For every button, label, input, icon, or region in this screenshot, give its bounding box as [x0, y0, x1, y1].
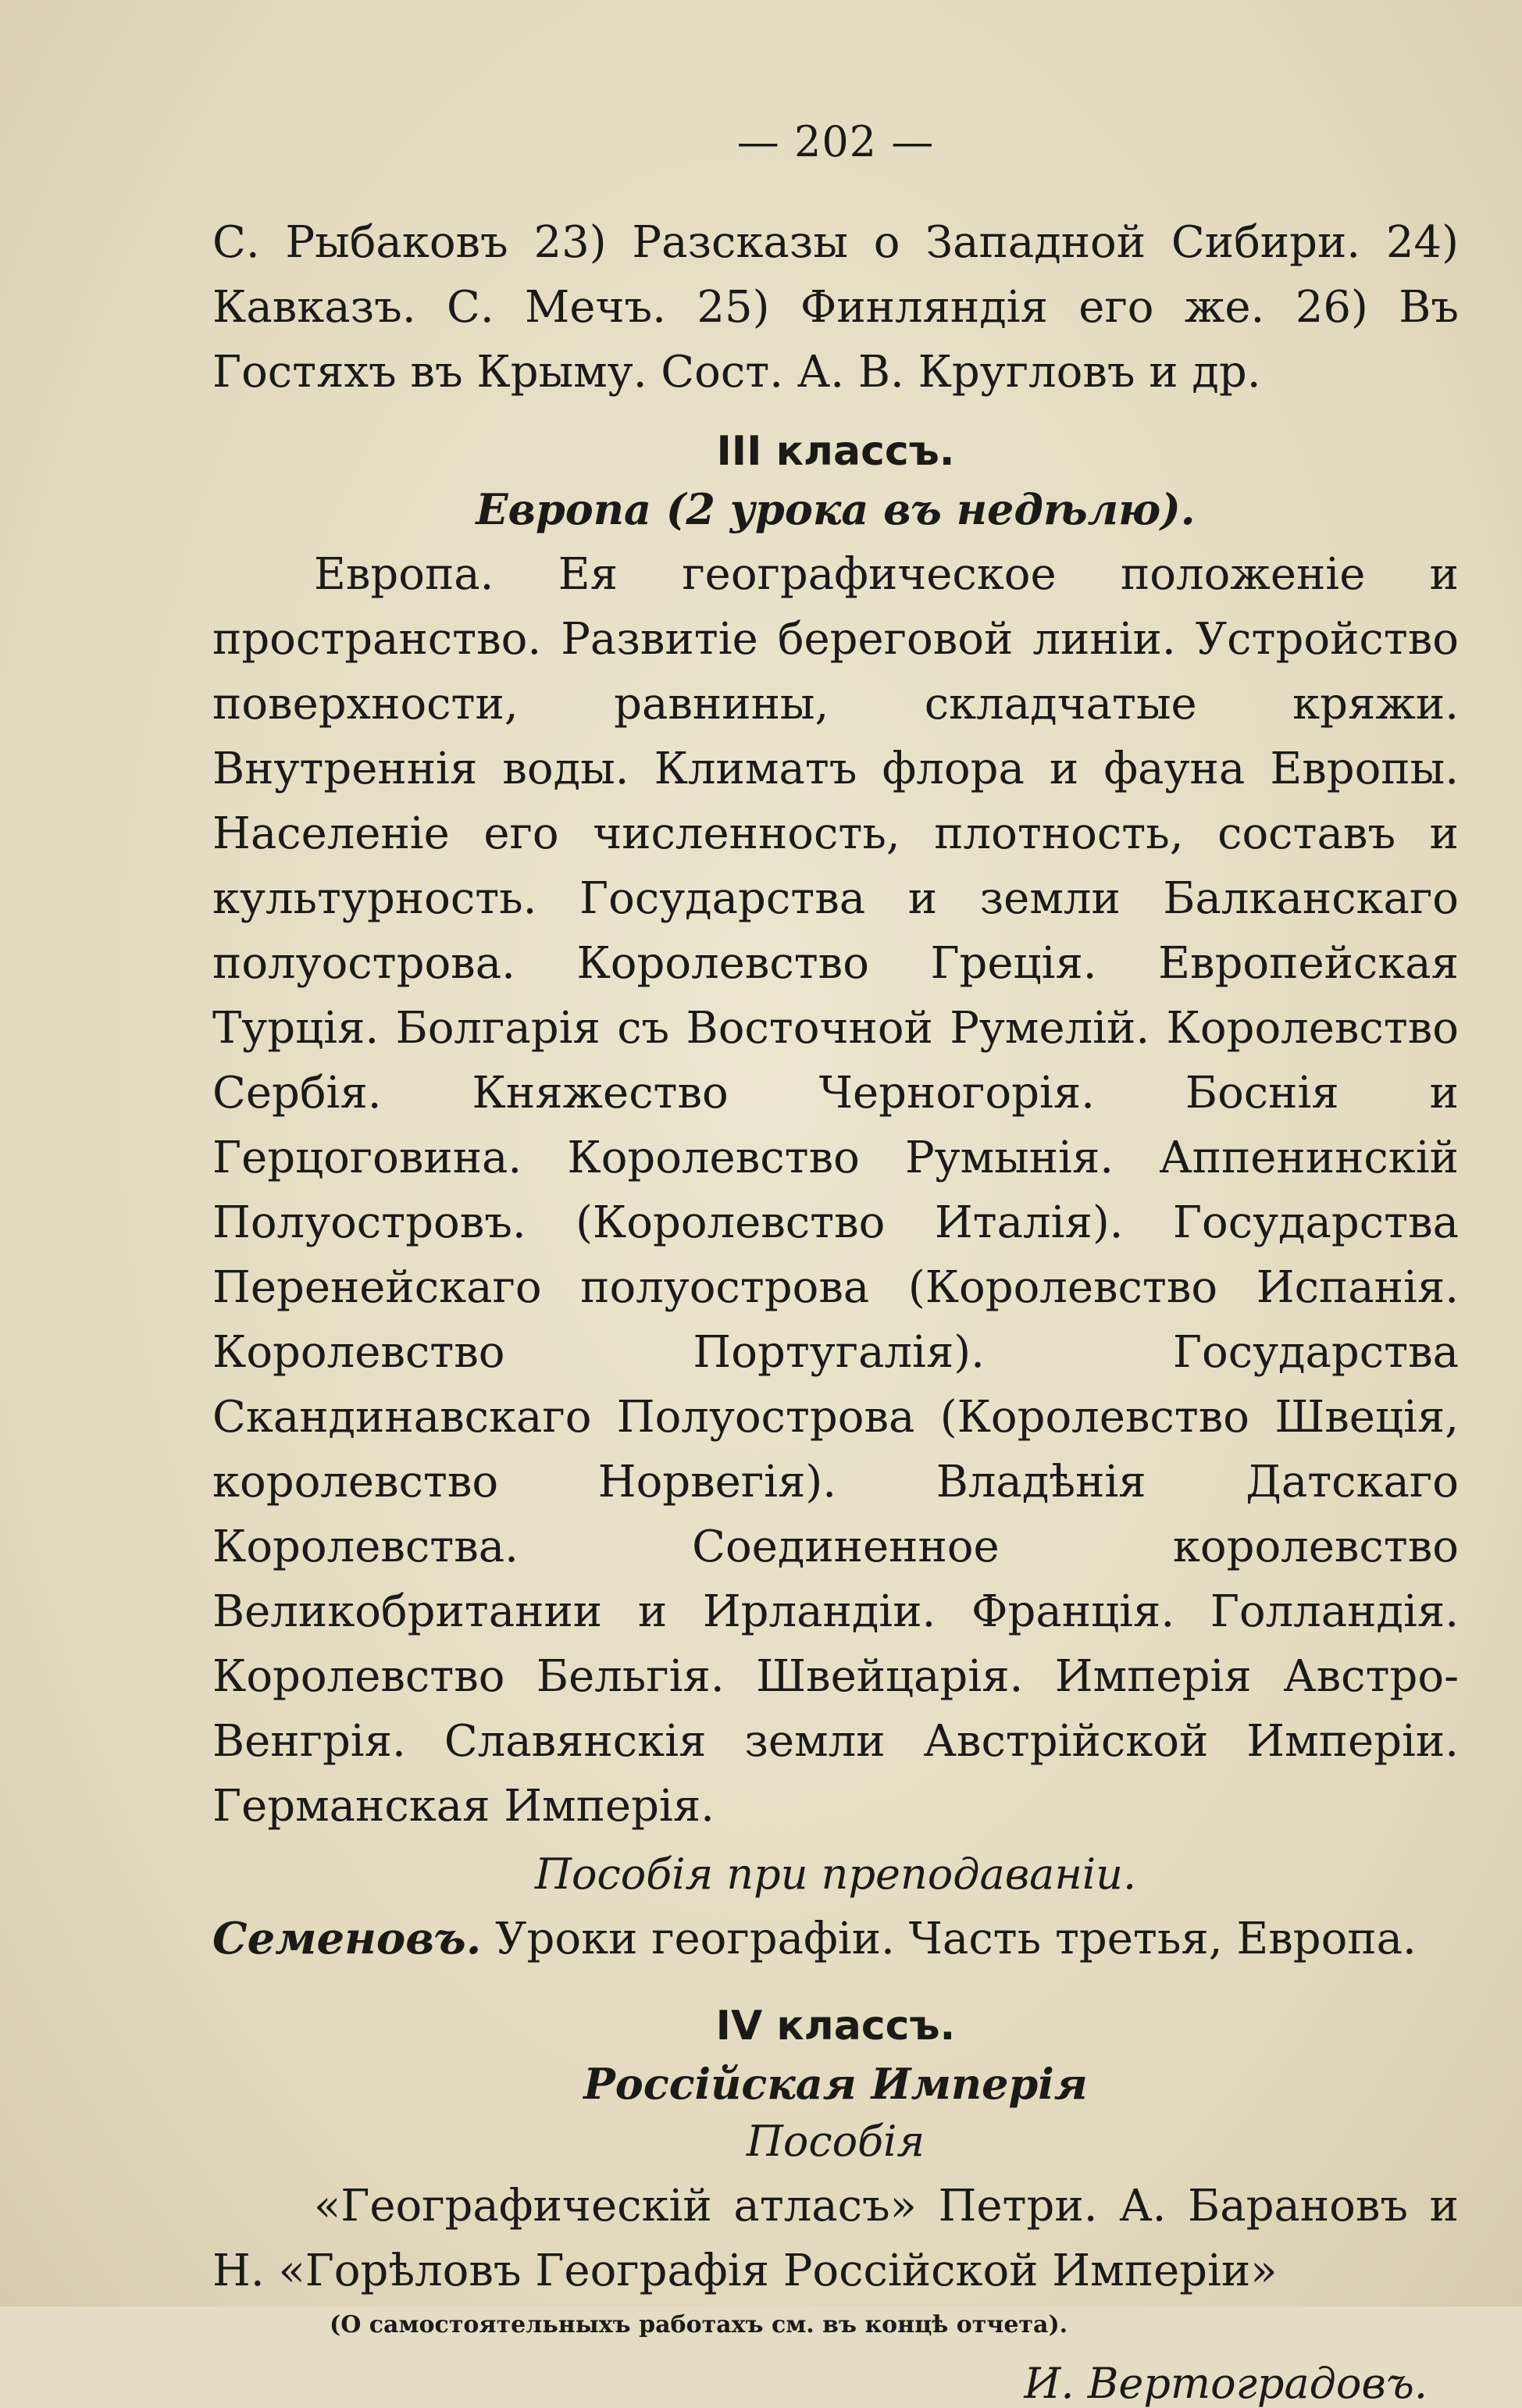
aids-author: Семеновъ.: [212, 1913, 482, 1964]
text-block: [212, 117, 1459, 2408]
class-4-note: (О самостоятельныхъ работахъ см. въ концѣ отчета).: [330, 2311, 1068, 2338]
class-3-body: Европа. Ея географическое положеніе и пространство. Развитіе береговой линіи. Устройство поверхности, равнины, складчатые кряжи. Внутреннія воды. Климатъ флора и фауна Европы. Населеніе его численность, плотность, составъ и культурность. Государства и земли Балканскаго полуострова. Королевство Греція. Европейская Турція. Болгарія съ Восточной Румелій. Королевство Сербія. Княжество Черногорія. Боснія и Герцоговина. Королевство Румынія. Аппенинскій Полуостровъ. (Королевство Италія). Государства Перенейскаго полуострова (Королевство Испанія. Королевство Португалія). Государства Скандинавскаго Полуострова (Королевство Швеція, королевство Норвегія). Владѣнія Датскаго Королевства. Соединенное королевство Великобритании и Ирландіи. Франція. Голландія. Королевство Бельгія. Швейцарія. Имперія Австро-Венгрія. Славянскія земли Австрійской Имперіи. Германская Имперія.: [212, 549, 1459, 1832]
page-number: — 202 —: [736, 117, 935, 166]
class-4-heading: IV классъ.: [715, 2003, 956, 2049]
aids-text: Уроки географіи. Часть третья, Европа.: [495, 1914, 1417, 1964]
class-3-heading: III классъ.: [716, 428, 955, 475]
class-3-aids-line: [212, 1907, 1459, 1971]
intro-paragraph: С. Рыбаковъ 23) Разсказы о Западной Сибири. 24) Кавказъ. С. Мечъ. 25) Финляндія его же. 26) Въ Гостяхъ въ Крыму. Сост. А. В. Кругловъ и др.: [212, 217, 1459, 398]
class-3-subheading: Европа (2 урока въ недѣлю).: [476, 484, 1196, 534]
class-4-subheading: Россійская Имперія: [583, 2059, 1088, 2109]
class-3-aids-heading: Пособія при преподаваніи.: [534, 1850, 1137, 1899]
signature: И. Вертоградовъ.: [1024, 2359, 1428, 2408]
class-4-aids-heading: Пособія: [746, 2117, 925, 2166]
class-4-aids-text: «Географическій атласъ» Петри. А. Барановъ и Н. «Горѣловъ Географія Россійской Имперіи»: [212, 2181, 1459, 2296]
